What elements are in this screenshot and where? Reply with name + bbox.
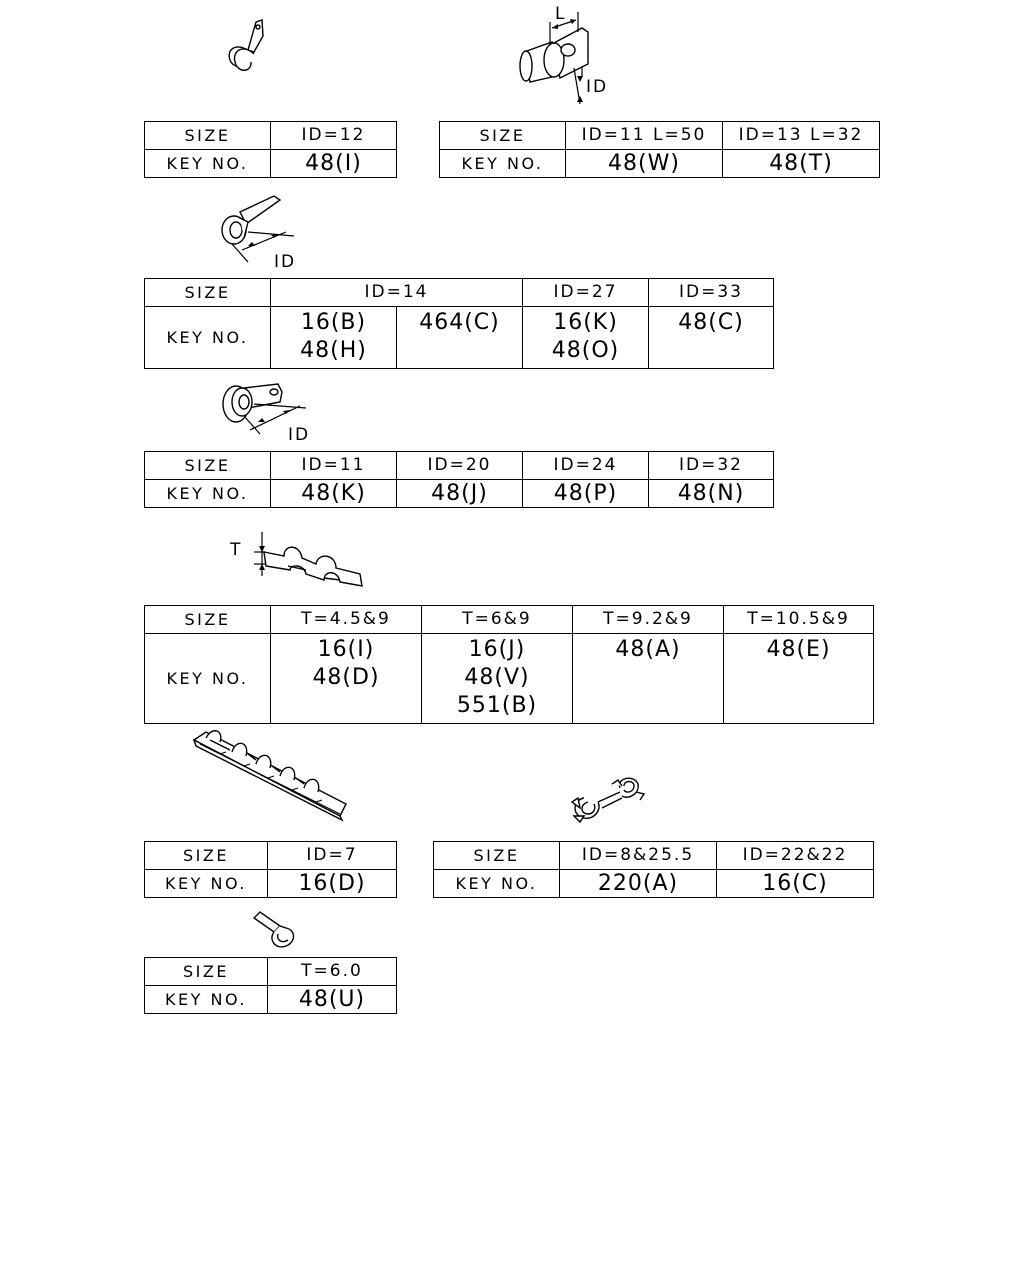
size-label: SIZE [145,958,268,986]
key-value: 48(E) [766,637,831,662]
size-cell: ID=13 L=32 [723,122,880,150]
length-label: L [555,4,567,24]
key-cell: 48(U) [268,986,397,1014]
key-cell [523,307,649,369]
size-cell: T=9.2&9 [573,606,724,634]
key-cell [397,307,523,369]
spec-table-1 [144,121,397,178]
key-cell: 48(K) [271,480,397,508]
key-value: 16(B) [300,310,367,335]
spec-table-7 [433,841,874,898]
key-label: KEY NO. [440,150,566,178]
double-pipe-clip-icon [244,530,368,594]
spring-clip-icon [218,14,278,80]
key-cell: 48(I) [271,150,397,178]
size-cell: ID=7 [268,842,397,870]
size-label: SIZE [145,122,271,150]
size-cell: ID=24 [523,452,649,480]
spec-table-3 [144,278,774,369]
size-cell: T=10.5&9 [724,606,874,634]
key-value: 48(A) [615,637,681,662]
key-cell [724,634,874,724]
key-value: 48(C) [678,310,744,335]
key-cell [271,634,422,724]
thickness-label: T [230,540,243,560]
spec-table-8 [144,957,397,1014]
key-cell [271,307,397,369]
size-cell: ID=12 [271,122,397,150]
key-cell: 16(D) [268,870,397,898]
size-cell: T=6&9 [422,606,573,634]
key-cell [422,634,573,724]
key-cell: 48(N) [649,480,774,508]
key-label: KEY NO. [145,150,271,178]
key-cell: 48(W) [566,150,723,178]
size-cell: ID=32 [649,452,774,480]
size-cell: T=4.5&9 [271,606,422,634]
key-cell: 220(A) [560,870,717,898]
key-value: 16(K) [553,310,618,335]
inner-diameter-label: ID [274,252,297,272]
size-label: SIZE [145,279,271,307]
key-value: 464(C) [419,310,500,335]
key-cell: 48(T) [723,150,880,178]
multi-tube-clip-strip-icon [190,724,356,824]
size-cell: ID=20 [397,452,523,480]
key-value: 551(B) [456,693,538,718]
key-value: 48(H) [300,338,367,363]
size-cell: ID=27 [523,279,649,307]
key-label: KEY NO. [145,634,271,724]
spec-table-5 [144,605,874,724]
size-label: SIZE [145,452,271,480]
key-label: KEY NO. [145,870,268,898]
key-value: 48(V) [464,665,530,690]
size-cell: ID=11 L=50 [566,122,723,150]
key-cell: 48(J) [397,480,523,508]
size-cell: ID=11 [271,452,397,480]
key-label: KEY NO. [145,986,268,1014]
key-value: 16(J) [468,637,526,662]
size-label: SIZE [145,606,271,634]
size-label: SIZE [434,842,560,870]
key-value: 48(D) [312,665,380,690]
size-cell: ID=14 [271,279,523,307]
key-label: KEY NO. [434,870,560,898]
key-value: 16(I) [317,637,375,662]
key-cell: 16(C) [717,870,874,898]
size-cell: ID=33 [649,279,774,307]
double-clamp-icon [568,772,648,828]
key-cell [573,634,724,724]
key-label: KEY NO. [145,480,271,508]
size-cell: ID=8&25.5 [560,842,717,870]
spec-table-4 [144,451,774,508]
key-cell: 48(P) [523,480,649,508]
size-label: SIZE [145,842,268,870]
spec-table-2 [439,121,880,178]
size-cell: ID=22&22 [717,842,874,870]
key-cell [649,307,774,369]
size-label: SIZE [440,122,566,150]
key-label: KEY NO. [145,307,271,369]
inner-diameter-label: ID [288,425,311,445]
spec-table-6 [144,841,397,898]
key-value: 48(O) [551,338,620,363]
size-cell: T=6.0 [268,958,397,986]
flat-clip-icon [250,908,304,952]
inner-diameter-label: ID [586,77,609,97]
